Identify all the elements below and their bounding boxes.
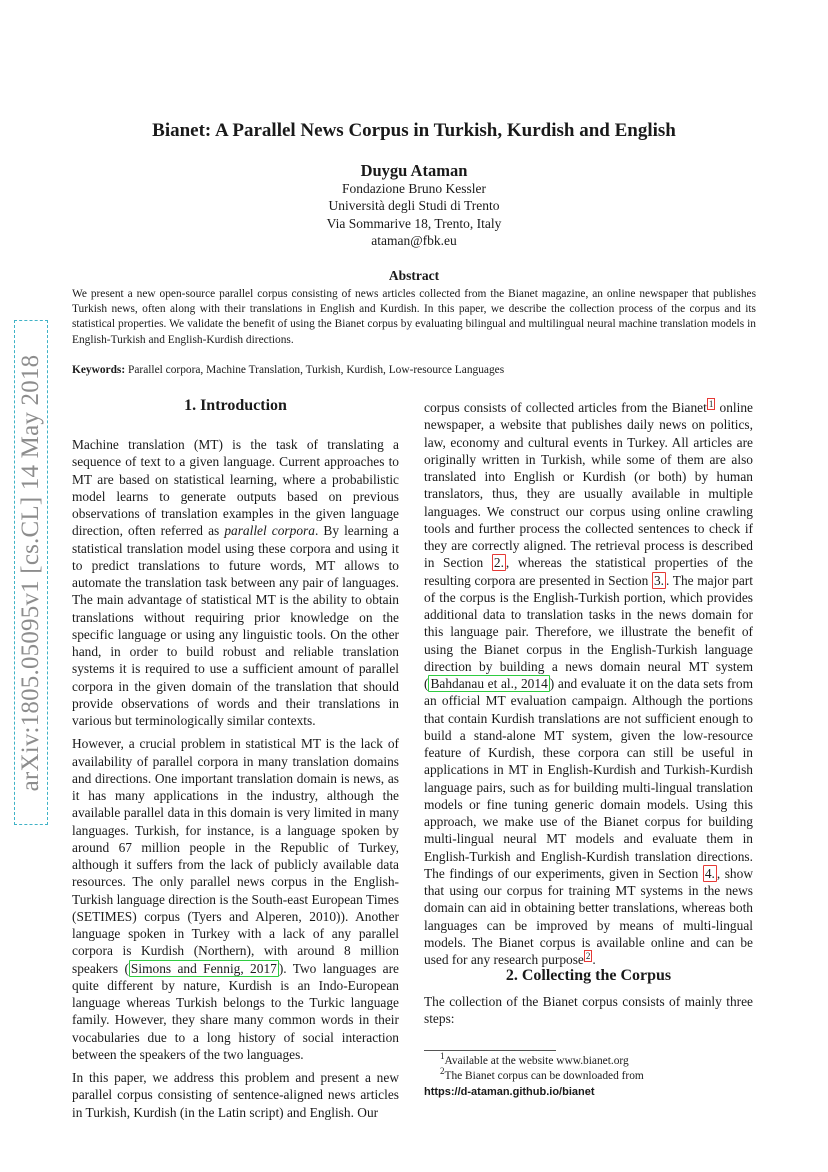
- footnote-url-link[interactable]: https://d-ataman.github.io/bianet: [424, 1085, 595, 1098]
- paragraph: [72, 735, 399, 1063]
- author-email[interactable]: ataman@fbk.eu: [371, 232, 457, 248]
- paragraph-text: ) and evaluate it on the data sets from an official MT evaluation campaign. Although the portions that contain Kurdish translations are not sufficient enough to build a stand-alone MT system, given the low-resource feature of Kurdish, these corpora can still be useful in applications in MT in English-Kurdish and Turkish-Kurdish language pairs, such as for building multi-lingual translation models or fine tuning generic domain models. Using this approach, we make use of the Bianet corpus for building multi-lingual neural MT models and evaluate them in English-Turkish and English-Kurdish translation directions. The findings of our experiments, given in Section: [424, 676, 754, 881]
- paragraph-text: . By learning a statistical translation model using these corpora and using it to predict translations to future words, MT allows to automate the translation task between any pair of languages. The main advantage of statistical MT is the ability to obtain translations without requiring prior knowledge on the specific language or using any linguistic tools. On the other hand, in order to build robust and reliable translation systems it is required to use a sufficient amount of parallel corpora in the given domain of the translation that should provide observations of words and their translations in various but terminologically similar contexts.: [72, 523, 399, 728]
- paragraph: [72, 436, 399, 729]
- keywords-label: Keywords:: [72, 364, 126, 376]
- section-ref-link[interactable]: 3.: [653, 572, 665, 588]
- affiliation-line: Via Sommarive 18, Trento, Italy: [326, 215, 502, 231]
- author-name: Duygu Ataman: [360, 161, 468, 180]
- abstract-body: We present a new open-source parallel corpus consisting of news articles collected from the Bianet magazine, an online newspaper that publishes Turkish news, often along with their translations in English and Kurdish. In this paper, we describe the collection process of the corpus and its statistical properties. We validate the benefit of using the Bianet corpus by evaluating bilingual and multilingual neural machine translation models in English-Turkish and English-Kurdish directions.: [72, 288, 756, 346]
- affiliation-line: Fondazione Bruno Kessler: [342, 181, 486, 196]
- section-heading-introduction: 1. Introduction: [184, 397, 287, 414]
- footnote-text: Available at the website www.bianet.org: [444, 1055, 629, 1067]
- footnote-link[interactable]: 2: [585, 950, 591, 961]
- paper-title: Bianet: A Parallel News Corpus in Turkish, Kurdish and English: [152, 120, 676, 141]
- footnotes: [424, 1051, 753, 1100]
- paragraph: The collection of the Bianet corpus consists of mainly three steps:: [424, 994, 753, 1027]
- paragraph-text: . The major part of the corpus is the English-Turkish portion, which provides additional data to translation tasks in the news domain for this language pair. Therefore, we illustrate the benefit of using the Bianet corpus in the English-Turkish language direction by building a news domain neural MT system (: [424, 572, 753, 691]
- section-ref-link[interactable]: 4.: [704, 865, 715, 881]
- citation-link[interactable]: Bahdanau et al., 2014: [430, 676, 548, 691]
- footnote-2: [424, 1066, 753, 1084]
- section-ref-link[interactable]: 2.: [493, 555, 504, 571]
- paragraph-text: corpus consists of collected articles from the Bianet: [424, 400, 707, 415]
- footnote-link[interactable]: 1: [708, 398, 714, 409]
- keywords-text: Parallel corpora, Machine Translation, Turkish, Kurdish, Low-resource Languages: [128, 364, 505, 376]
- paragraph-text: ). Two languages are quite different by nature, Kurdish is an Indo-European language whereas Turkish belongs to the Turkic language family. However, they share many common words in their vocabularies due to a long history of social interaction between the speakers of the two languages.: [72, 960, 399, 1062]
- paragraph-text: However, a crucial problem in statistical MT is the lack of availability of parallel corpora in many translation domains and directions. One important translation domain is news, as it has many applications in the industry, although the available parallel data in this domain is very limited in many languages. Turkish, for instance, is a language spoken by around 67 million people in the Republic of Turkey, although it suffers from the lack of publicly available data resources. The only parallel news corpus in the English-Turkish language direction is the South-east European Times (SETIMES) corpus (Tyers and Alperen, 2010)). Another language spoken in Turkey with a lack of any parallel corpora is Kurdish (Northern), with around 8 million speakers (: [72, 736, 399, 976]
- paragraph-text: , whereas the statistical properties of the resulting corpora are presented in Section: [424, 555, 753, 588]
- citation-link[interactable]: Simons and Fennig, 2017: [130, 960, 277, 976]
- arxiv-stamp: [14, 320, 48, 825]
- keywords: [72, 363, 756, 378]
- paragraph-text: .: [592, 952, 596, 967]
- footnote-1: [424, 1051, 753, 1069]
- paragraph-text: Machine translation (MT) is the task of translating a sequence of text to a given language. Current approaches to MT are based on statistical learning, where a probabilistic model learns to generate outputs based on previous observations of translation examples in the given language direction, often referred as: [72, 437, 399, 539]
- paragraph-text: online newspaper, a website that publishes daily news on politics, law, economy and cultural events in Turkey. All articles are originally written in Turkish, while some of them are also translated into English or Kurdish (or both) by human translators, thus, they are usually available in multiple languages. We construct our corpus using online crawling tools and further process the collected sentences to check if they are correctly aligned. The retrieval process is described in Section: [424, 400, 753, 571]
- arxiv-stamp-text: arXiv:1805.05095v1 [cs.CL] 14 May 2018: [17, 354, 44, 791]
- footnote-number: 1: [440, 1051, 445, 1062]
- paragraph: [424, 399, 753, 968]
- section-heading-collecting: 2. Collecting the Corpus: [505, 967, 672, 984]
- left-column: [72, 436, 399, 1121]
- footnote-number: 2: [440, 1066, 445, 1077]
- paragraph-text: , show that using our corpus for training MT systems in the news domain can aid in obtaining better translations, whereas both languages can be improved by means of multi-lingual models. The Bianet corpus is available online and can be used for any research purpose: [424, 865, 753, 967]
- affiliation-block: [0, 180, 828, 249]
- emphasis-text: parallel corpora: [224, 523, 315, 539]
- right-column: [424, 399, 753, 968]
- paragraph: In this paper, we address this problem and present a new parallel corpus consisting of sentence-aligned news articles in Turkish, Kurdish (in the Latin script) and English. Our: [72, 1070, 399, 1120]
- abstract-heading: Abstract: [388, 268, 440, 283]
- footnote-text: The Bianet corpus can be downloaded from: [444, 1070, 644, 1083]
- affiliation-line: Università degli Studi di Trento: [328, 198, 500, 214]
